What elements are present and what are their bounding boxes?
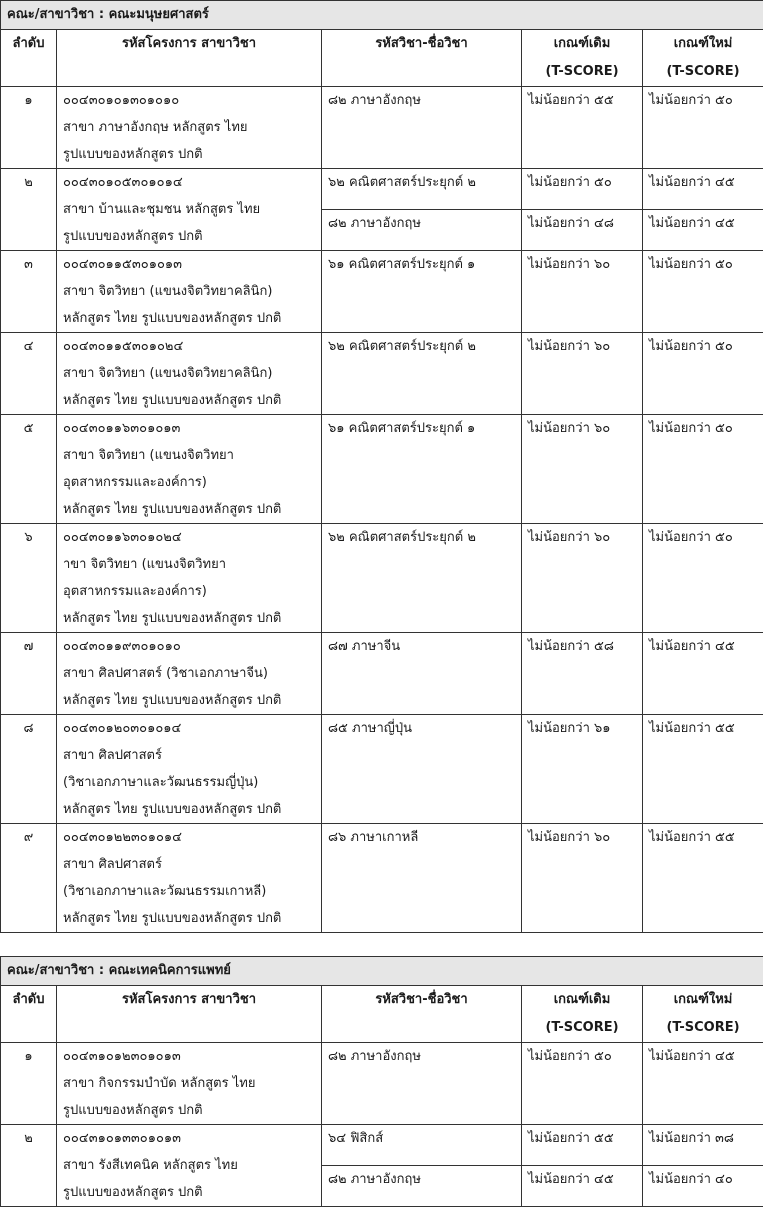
row-order: ๔ [1,333,57,415]
program-code: ๐๐๔๓๐๑๒๐๓๐๑๐๑๔ [63,715,315,742]
row-program [57,333,322,415]
row-subject: ๖๒ คณิตศาสตร์ประยุกต์ ๒ [322,333,522,415]
row-subject: ๘๒ ภาษาอังกฤษ [322,210,522,251]
program-code: ๐๐๔๓๐๑๑๙๓๐๑๐๑๐ [63,633,315,660]
program-code: ๐๐๔๓๐๑๐๕๓๐๑๐๑๔ [63,169,315,196]
row-program [57,251,322,333]
header-order: ลำดับ [1,30,57,87]
row-subject: ๘๒ ภาษาอังกฤษ [322,87,522,169]
row-old-criteria: ไม่น้อยกว่า ๔๕ [522,1166,643,1207]
row-program [57,524,322,633]
program-line: รูปแบบของหลักสูตร ปกติ [63,1097,315,1124]
header-label: เกณฑ์เดิม [528,30,636,58]
program-line: อุตสาหกรรมและองค์การ) [63,469,315,496]
table-row [1,169,763,210]
header-subject: รหัสวิชา-ชื่อวิชา [322,986,522,1043]
row-new-criteria: ไม่น้อยกว่า ๔๕ [643,210,763,251]
row-order: ๗ [1,633,57,715]
row-new-criteria: ไม่น้อยกว่า ๔๕ [643,633,763,715]
row-subject: ๘๖ ภาษาเกาหลี [322,824,522,933]
program-line: สาขา บ้านและชุมชน หลักสูตร ไทย [63,196,315,223]
program-line: สาขา ศิลปศาสตร์ [63,851,315,878]
row-program [57,1043,322,1125]
table-row [1,824,763,933]
program-line: สาขา รังสีเทคนิค หลักสูตร ไทย [63,1152,315,1179]
row-old-criteria: ไม่น้อยกว่า ๖๐ [522,824,643,933]
program-code: ๐๐๔๓๑๐๑๒๓๐๑๐๑๓ [63,1043,315,1070]
program-line: (วิชาเอกภาษาและวัฒนธรรมญี่ปุ่น) [63,769,315,796]
row-order: ๕ [1,415,57,524]
row-subject: ๖๔ ฟิสิกส์ [322,1125,522,1166]
medical-technology-table [0,956,763,1207]
program-code: ๐๐๔๓๐๑๐๑๓๐๑๐๑๐ [63,87,315,114]
row-new-criteria: ไม่น้อยกว่า ๕๕ [643,715,763,824]
row-order: ๒ [1,1125,57,1207]
row-old-criteria: ไม่น้อยกว่า ๕๕ [522,1125,643,1166]
row-order: ๖ [1,524,57,633]
program-line: หลักสูตร ไทย รูปแบบของหลักสูตร ปกติ [63,387,315,414]
row-program [57,169,322,251]
row-old-criteria: ไม่น้อยกว่า ๕๕ [522,87,643,169]
row-new-criteria: ไม่น้อยกว่า ๓๘ [643,1125,763,1166]
header-tscore: (T-SCORE) [649,58,757,86]
row-new-criteria: ไม่น้อยกว่า ๕๕ [643,824,763,933]
row-new-criteria: ไม่น้อยกว่า ๕๐ [643,415,763,524]
row-program [57,87,322,169]
row-subject: ๖๒ คณิตศาสตร์ประยุกต์ ๒ [322,169,522,210]
row-old-criteria: ไม่น้อยกว่า ๖๐ [522,415,643,524]
program-line: สาขา จิตวิทยา (แขนงจิตวิทยา [63,442,315,469]
table-row [1,715,763,824]
row-new-criteria: ไม่น้อยกว่า ๕๐ [643,87,763,169]
faculty-row [1,957,763,986]
table-row [1,1125,763,1166]
program-line: หลักสูตร ไทย รูปแบบของหลักสูตร ปกติ [63,305,315,332]
row-old-criteria: ไม่น้อยกว่า ๔๘ [522,210,643,251]
row-subject: ๖๒ คณิตศาสตร์ประยุกต์ ๒ [322,524,522,633]
program-line: สาขา ศิลปศาสตร์ (วิชาเอกภาษาจีน) [63,660,315,687]
program-line: อุตสาหกรรมและองค์การ) [63,578,315,605]
program-line: หลักสูตร ไทย รูปแบบของหลักสูตร ปกติ [63,496,315,523]
table-row [1,87,763,169]
row-old-criteria: ไม่น้อยกว่า ๖๑ [522,715,643,824]
row-order: ๘ [1,715,57,824]
faculty-title: คณะ/สาขาวิชา : คณะมนุษยศาสตร์ [1,1,763,30]
header-old-criteria [522,30,643,87]
row-new-criteria: ไม่น้อยกว่า ๔๕ [643,1043,763,1125]
row-new-criteria: ไม่น้อยกว่า ๔๐ [643,1166,763,1207]
table-row [1,524,763,633]
program-code: ๐๐๔๓๐๑๑๕๓๐๑๐๒๔ [63,333,315,360]
table-row [1,415,763,524]
program-line: สาขา กิจกรรมบำบัด หลักสูตร ไทย [63,1070,315,1097]
row-new-criteria: ไม่น้อยกว่า ๕๐ [643,524,763,633]
header-program: รหัสโครงการ สาขาวิชา [57,986,322,1043]
section-body [1,1,763,933]
row-subject: ๘๒ ภาษาอังกฤษ [322,1166,522,1207]
table-row [1,633,763,715]
row-new-criteria: ไม่น้อยกว่า ๔๕ [643,169,763,210]
program-line: หลักสูตร ไทย รูปแบบของหลักสูตร ปกติ [63,905,315,932]
row-subject: ๘๗ ภาษาจีน [322,633,522,715]
table-row [1,333,763,415]
row-new-criteria: ไม่น้อยกว่า ๕๐ [643,251,763,333]
header-label: เกณฑ์ใหม่ [649,30,757,58]
faculty-row [1,1,763,30]
program-line: สาขา จิตวิทยา (แขนงจิตวิทยาคลินิก) [63,278,315,305]
header-old-criteria [522,986,643,1043]
program-line: หลักสูตร ไทย รูปแบบของหลักสูตร ปกติ [63,687,315,714]
header-subject: รหัสวิชา-ชื่อวิชา [322,30,522,87]
row-order: ๓ [1,251,57,333]
header-new-criteria [643,30,763,87]
row-old-criteria: ไม่น้อยกว่า ๖๐ [522,524,643,633]
faculty-title: คณะ/สาขาวิชา : คณะเทคนิคการแพทย์ [1,957,763,986]
row-old-criteria: ไม่น้อยกว่า ๕๐ [522,169,643,210]
program-line: หลักสูตร ไทย รูปแบบของหลักสูตร ปกติ [63,796,315,823]
program-code: ๐๐๔๓๑๐๑๓๓๐๑๐๑๓ [63,1125,315,1152]
program-code: ๐๐๔๓๐๑๑๖๓๐๑๐๑๓ [63,415,315,442]
row-order: ๒ [1,169,57,251]
program-line: สาขา จิตวิทยา (แขนงจิตวิทยาคลินิก) [63,360,315,387]
section-body [1,957,763,1207]
row-subject: ๘๒ ภาษาอังกฤษ [322,1043,522,1125]
row-program [57,633,322,715]
row-order: ๑ [1,1043,57,1125]
row-program [57,1125,322,1207]
row-order: ๙ [1,824,57,933]
row-subject: ๘๕ ภาษาญี่ปุ่น [322,715,522,824]
program-line: หลักสูตร ไทย รูปแบบของหลักสูตร ปกติ [63,605,315,632]
row-new-criteria: ไม่น้อยกว่า ๕๐ [643,333,763,415]
row-program [57,715,322,824]
table-row [1,1043,763,1125]
header-tscore: (T-SCORE) [528,1014,636,1042]
header-tscore: (T-SCORE) [649,1014,757,1042]
header-new-criteria [643,986,763,1043]
program-line: รูปแบบของหลักสูตร ปกติ [63,223,315,250]
row-program [57,824,322,933]
program-line: สาขา ภาษาอังกฤษ หลักสูตร ไทย [63,114,315,141]
program-line: รูปแบบของหลักสูตร ปกติ [63,141,315,168]
row-program [57,415,322,524]
row-old-criteria: ไม่น้อยกว่า ๕๘ [522,633,643,715]
header-row [1,986,763,1043]
row-subject: ๖๑ คณิตศาสตร์ประยุกต์ ๑ [322,251,522,333]
program-code: ๐๐๔๓๐๑๒๒๓๐๑๐๑๔ [63,824,315,851]
program-line: (วิชาเอกภาษาและวัฒนธรรมเกาหลี) [63,878,315,905]
header-tscore: (T-SCORE) [528,58,636,86]
header-label: เกณฑ์เดิม [528,986,636,1014]
row-subject: ๖๑ คณิตศาสตร์ประยุกต์ ๑ [322,415,522,524]
program-line: สาขา ศิลปศาสตร์ [63,742,315,769]
row-order: ๑ [1,87,57,169]
program-code: ๐๐๔๓๐๑๑๕๓๐๑๐๑๓ [63,251,315,278]
header-row [1,30,763,87]
row-old-criteria: ไม่น้อยกว่า ๖๐ [522,251,643,333]
header-order: ลำดับ [1,986,57,1043]
header-label: เกณฑ์ใหม่ [649,986,757,1014]
row-old-criteria: ไม่น้อยกว่า ๖๐ [522,333,643,415]
row-old-criteria: ไม่น้อยกว่า ๕๐ [522,1043,643,1125]
program-line: รูปแบบของหลักสูตร ปกติ [63,1179,315,1206]
header-program: รหัสโครงการ สาขาวิชา [57,30,322,87]
table-row [1,251,763,333]
program-code: ๐๐๔๓๐๑๑๖๓๐๑๐๒๔ [63,524,315,551]
program-line: าขา จิตวิทยา (แขนงจิตวิทยา [63,551,315,578]
